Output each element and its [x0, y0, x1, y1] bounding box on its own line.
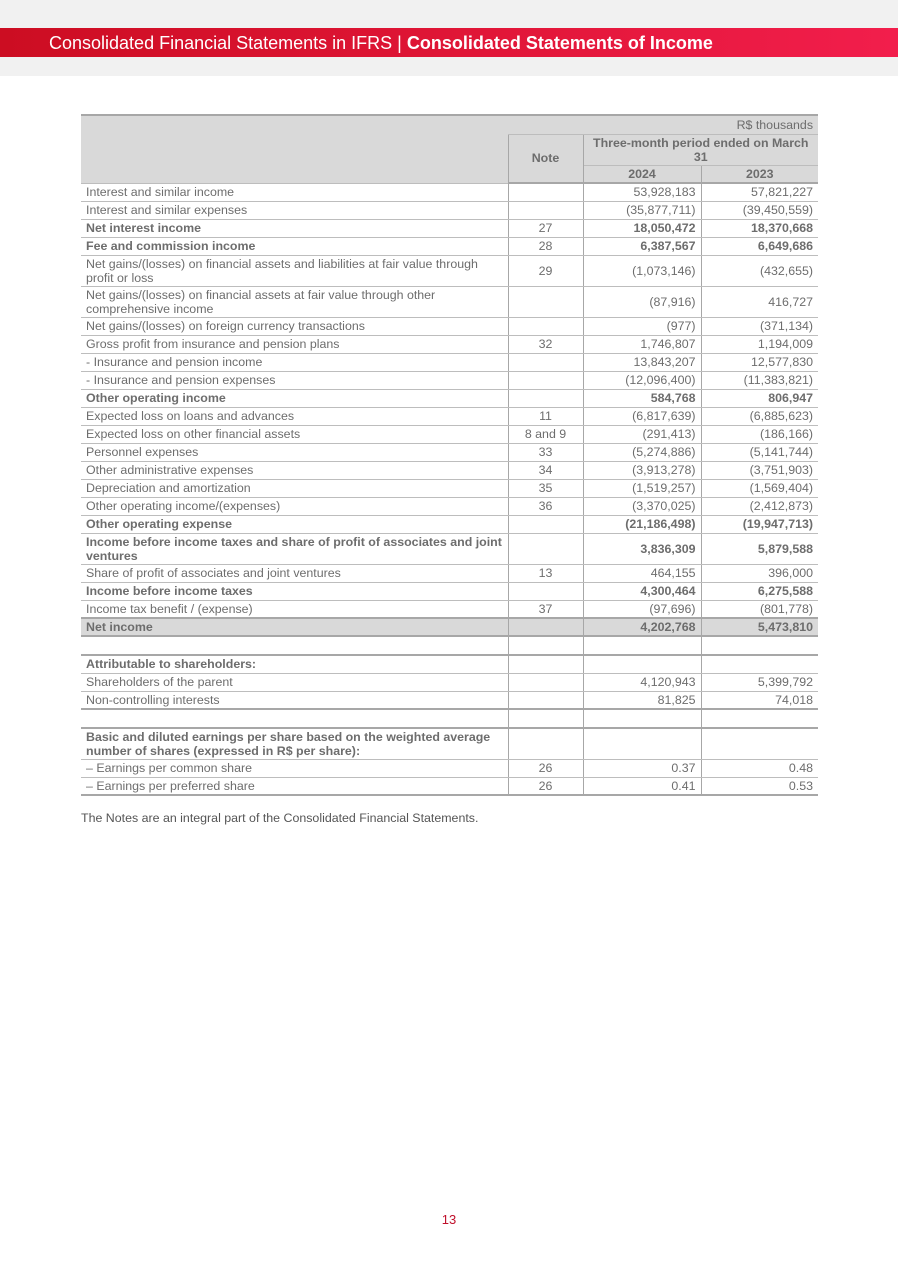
value-cell: (3,913,278) [583, 461, 701, 479]
table-row [81, 777, 818, 795]
value-cell: (3,751,903) [701, 461, 818, 479]
table-row [81, 183, 818, 201]
value-cell: (35,877,711) [583, 201, 701, 219]
value-cell: 74,018 [701, 691, 818, 709]
note-cell: 8 and 9 [508, 425, 583, 443]
label-cell: Depreciation and amortization [81, 479, 508, 497]
value-cell: (977) [583, 317, 701, 335]
note-cell [508, 389, 583, 407]
label-cell [701, 709, 818, 728]
label-cell: Income tax benefit / (expense) [81, 600, 508, 618]
label-cell: Expected loss on loans and advances [81, 407, 508, 425]
value-cell: (186,166) [701, 425, 818, 443]
table-row [81, 335, 818, 353]
value-cell: (11,383,821) [701, 371, 818, 389]
value-cell: 18,370,668 [701, 219, 818, 237]
label-cell: Net gains/(losses) on financial assets at fair value through other comprehensive income [81, 286, 508, 317]
footnote: The Notes are an integral part of the Consolidated Financial Statements. [81, 811, 479, 825]
table-row [81, 479, 818, 497]
label-cell [583, 655, 701, 673]
table-row [81, 691, 818, 709]
label-cell: Other operating income/(expenses) [81, 497, 508, 515]
note-cell [508, 317, 583, 335]
spacer-row [81, 636, 818, 655]
label-cell: Non-controlling interests [81, 691, 508, 709]
note-cell [508, 673, 583, 691]
value-cell: (801,778) [701, 600, 818, 618]
value-cell: (1,569,404) [701, 479, 818, 497]
label-cell [81, 709, 508, 728]
note-cell [508, 618, 583, 636]
label-cell: – Earnings per preferred share [81, 777, 508, 795]
note-cell: 26 [508, 777, 583, 795]
table-row [81, 219, 818, 237]
value-cell: 0.48 [701, 759, 818, 777]
value-cell: (39,450,559) [701, 201, 818, 219]
table-row [81, 201, 818, 219]
label-cell: Basic and diluted earnings per share based on the weighted average number of shares (expressed in R$ per share): [81, 728, 508, 759]
year-2024-header: 2024 [583, 165, 701, 183]
note-cell [508, 691, 583, 709]
value-cell: 584,768 [583, 389, 701, 407]
label-cell [701, 655, 818, 673]
value-cell: (5,274,886) [583, 443, 701, 461]
label-cell: Attributable to shareholders: [81, 655, 508, 673]
table-row [81, 759, 818, 777]
value-cell: (1,519,257) [583, 479, 701, 497]
header-section: Consolidated Financial Statements in IFRS | [49, 33, 402, 53]
label-cell: Net gains/(losses) on foreign currency transactions [81, 317, 508, 335]
table-row [81, 600, 818, 618]
header-blank-cell [81, 115, 508, 183]
table-row [81, 317, 818, 335]
value-cell: 396,000 [701, 564, 818, 582]
label-cell: Interest and similar income [81, 183, 508, 201]
note-cell: 11 [508, 407, 583, 425]
value-cell: 1,746,807 [583, 335, 701, 353]
note-cell [508, 709, 583, 728]
value-cell: 0.53 [701, 777, 818, 795]
value-cell: 4,120,943 [583, 673, 701, 691]
value-cell: (6,817,639) [583, 407, 701, 425]
eps-heading-row [81, 728, 818, 759]
value-cell: 416,727 [701, 286, 818, 317]
value-cell: 5,473,810 [701, 618, 818, 636]
value-cell: 1,194,009 [701, 335, 818, 353]
value-cell: 0.41 [583, 777, 701, 795]
value-cell: 6,387,567 [583, 237, 701, 255]
note-cell [508, 728, 583, 759]
table-row [81, 443, 818, 461]
note-cell: 27 [508, 219, 583, 237]
value-cell: (432,655) [701, 255, 818, 286]
table-row [81, 255, 818, 286]
year-2023-header: 2023 [701, 165, 818, 183]
value-cell: (21,186,498) [583, 515, 701, 533]
net-income-row [81, 618, 818, 636]
table-row [81, 353, 818, 371]
value-cell: 464,155 [583, 564, 701, 582]
value-cell: 4,202,768 [583, 618, 701, 636]
label-cell: Net income [81, 618, 508, 636]
table-row [81, 286, 818, 317]
income-statement-table [81, 114, 818, 796]
label-cell: Income before income taxes [81, 582, 508, 600]
label-cell: Other operating income [81, 389, 508, 407]
label-cell: Share of profit of associates and joint ventures [81, 564, 508, 582]
note-cell: 37 [508, 600, 583, 618]
value-cell: 18,050,472 [583, 219, 701, 237]
value-cell: (291,413) [583, 425, 701, 443]
value-cell: 3,836,309 [583, 533, 701, 564]
table-row [81, 515, 818, 533]
table-row [81, 582, 818, 600]
value-cell: (12,096,400) [583, 371, 701, 389]
value-cell: 6,275,588 [701, 582, 818, 600]
value-cell: (5,141,744) [701, 443, 818, 461]
value-cell: (2,412,873) [701, 497, 818, 515]
label-cell: Expected loss on other financial assets [81, 425, 508, 443]
note-cell: 36 [508, 497, 583, 515]
value-cell: 4,300,464 [583, 582, 701, 600]
value-cell: 5,399,792 [701, 673, 818, 691]
value-cell: (6,885,623) [701, 407, 818, 425]
label-cell: Other administrative expenses [81, 461, 508, 479]
label-cell [583, 709, 701, 728]
value-cell: (19,947,713) [701, 515, 818, 533]
value-cell: (87,916) [583, 286, 701, 317]
note-cell [508, 636, 583, 655]
label-cell: Interest and similar expenses [81, 201, 508, 219]
value-cell: (1,073,146) [583, 255, 701, 286]
table-row [81, 389, 818, 407]
value-cell: 57,821,227 [701, 183, 818, 201]
value-cell: 0.37 [583, 759, 701, 777]
note-cell [508, 533, 583, 564]
label-cell [81, 636, 508, 655]
table-row [81, 237, 818, 255]
label-cell: Other operating expense [81, 515, 508, 533]
table-row [81, 371, 818, 389]
note-header: Note [508, 134, 583, 183]
note-cell [508, 515, 583, 533]
header-title: Consolidated Statements of Income [406, 33, 713, 53]
spacer-row [81, 709, 818, 728]
value-cell: 12,577,830 [701, 353, 818, 371]
label-cell [701, 728, 818, 759]
label-cell: Gross profit from insurance and pension plans [81, 335, 508, 353]
label-cell: Personnel expenses [81, 443, 508, 461]
value-cell: 6,649,686 [701, 237, 818, 255]
table-row [81, 461, 818, 479]
attributable-heading-row [81, 655, 818, 673]
note-cell [508, 183, 583, 201]
note-cell: 33 [508, 443, 583, 461]
note-cell [508, 353, 583, 371]
label-cell: - Insurance and pension expenses [81, 371, 508, 389]
value-cell: (3,370,025) [583, 497, 701, 515]
value-cell: 806,947 [701, 389, 818, 407]
label-cell: Net gains/(losses) on financial assets and liabilities at fair value through profit or loss [81, 255, 508, 286]
note-cell: 29 [508, 255, 583, 286]
label-cell [583, 636, 701, 655]
table-row [81, 407, 818, 425]
table-row [81, 533, 818, 564]
label-cell [701, 636, 818, 655]
label-cell: – Earnings per common share [81, 759, 508, 777]
note-cell [508, 201, 583, 219]
value-cell: (97,696) [583, 600, 701, 618]
note-cell [508, 582, 583, 600]
unit-label: R$ thousands [508, 115, 818, 134]
note-cell: 34 [508, 461, 583, 479]
label-cell: Fee and commission income [81, 237, 508, 255]
value-cell: 13,843,207 [583, 353, 701, 371]
note-cell: 35 [508, 479, 583, 497]
label-cell: Net interest income [81, 219, 508, 237]
table-row [81, 425, 818, 443]
page-number: 13 [441, 1212, 457, 1227]
note-cell [508, 286, 583, 317]
table-row [81, 564, 818, 582]
period-header: Three-month period ended on March 31 [583, 134, 818, 165]
table-row [81, 673, 818, 691]
label-cell: Income before income taxes and share of profit of associates and joint ventures [81, 533, 508, 564]
note-cell [508, 371, 583, 389]
table-row [81, 497, 818, 515]
value-cell: (371,134) [701, 317, 818, 335]
note-cell: 13 [508, 564, 583, 582]
label-cell [583, 728, 701, 759]
label-cell: Shareholders of the parent [81, 673, 508, 691]
note-cell: 32 [508, 335, 583, 353]
note-cell: 26 [508, 759, 583, 777]
note-cell [508, 655, 583, 673]
note-cell: 28 [508, 237, 583, 255]
label-cell: - Insurance and pension income [81, 353, 508, 371]
value-cell: 81,825 [583, 691, 701, 709]
value-cell: 5,879,588 [701, 533, 818, 564]
header-banner [0, 28, 898, 57]
value-cell: 53,928,183 [583, 183, 701, 201]
